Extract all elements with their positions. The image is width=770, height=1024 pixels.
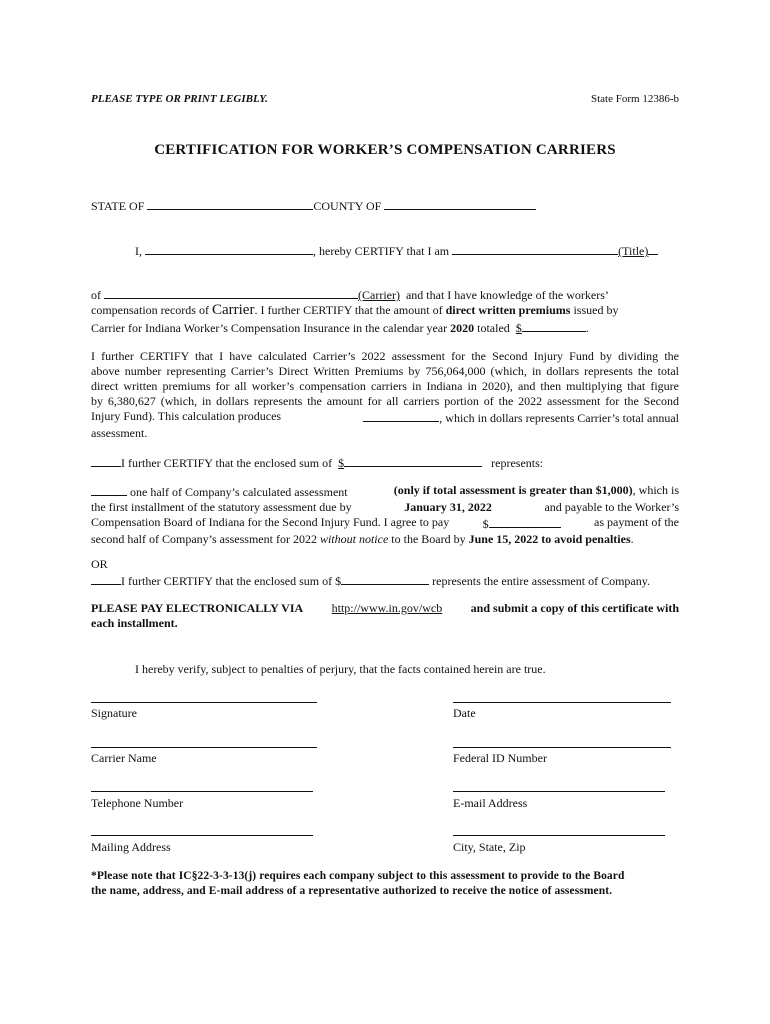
email-label: E-mail Address bbox=[453, 796, 528, 810]
pay-notice bbox=[91, 601, 679, 631]
wcb-link[interactable]: http://www.in.gov/wcb bbox=[331, 601, 443, 615]
calc-line-6: assessment. bbox=[91, 426, 148, 440]
entire-option-row bbox=[91, 572, 650, 589]
mailing-line[interactable] bbox=[91, 835, 313, 836]
pay-line-1 bbox=[91, 601, 679, 616]
half-text-1b: , which is bbox=[632, 483, 679, 497]
half-text-4a: second half of Company’s assessment for 2022 bbox=[91, 532, 317, 546]
footnote-line-1: *Please note that IC§22-3-3-13(j) requires each company subject to this assessment to provide to the Board bbox=[91, 870, 625, 882]
premium-text: Carrier for Indiana Worker’s Compensation Insurance in the calendar year bbox=[91, 321, 448, 335]
of-label: of bbox=[91, 288, 101, 302]
hereby-text: , hereby CERTIFY that I am bbox=[313, 244, 450, 258]
city-state-zip-line[interactable] bbox=[453, 835, 665, 836]
print-instruction: PLEASE TYPE OR PRINT LEGIBLY. bbox=[91, 93, 268, 105]
entire-text-a: I further CERTIFY that the enclosed sum of bbox=[121, 574, 333, 588]
records-text-b: . I further CERTIFY that the amount of bbox=[254, 303, 443, 317]
carrier-row bbox=[91, 286, 609, 303]
state-label: STATE OF bbox=[91, 199, 145, 213]
half-text-2b: and payable to the Worker’s bbox=[544, 500, 679, 514]
calc-line-5a: Injury Fund). This calculation produces bbox=[91, 409, 282, 423]
half-line-3 bbox=[91, 515, 679, 532]
name-field[interactable] bbox=[145, 242, 313, 255]
without-notice: without notice bbox=[319, 532, 389, 546]
half-bold-1: (only if total assessment is greater than $1,000) bbox=[393, 483, 633, 497]
carrier-word: Carrier bbox=[211, 302, 255, 318]
half-line-2 bbox=[91, 500, 679, 515]
half-text-2a: the first installment of the statutory assessment due by bbox=[91, 500, 352, 514]
county-field[interactable] bbox=[384, 197, 536, 210]
half-option-check[interactable] bbox=[91, 483, 127, 496]
enclosed-sum-text: I further CERTIFY that the enclosed sum of bbox=[121, 456, 333, 470]
certify-row bbox=[135, 242, 658, 259]
calc-line-5 bbox=[91, 409, 679, 426]
half-text-4b: to the Board by bbox=[391, 532, 466, 546]
carrier-hint: (Carrier) bbox=[358, 288, 400, 302]
enclosed-dollar: $ bbox=[338, 456, 345, 470]
premium-year: 2020 bbox=[450, 321, 475, 335]
county-label: COUNTY OF bbox=[313, 199, 382, 213]
records-text: compensation records of bbox=[91, 303, 209, 317]
represents-text: represents: bbox=[491, 456, 544, 470]
enclosed-sum-field[interactable] bbox=[344, 454, 482, 467]
entire-dollar: $ bbox=[335, 574, 342, 588]
knowledge-text: and that I have knowledge of the workers’ bbox=[405, 288, 609, 302]
entire-text-b: represents the entire assessment of Company. bbox=[432, 574, 650, 588]
entire-sum-field[interactable] bbox=[341, 572, 429, 585]
form-title: CERTIFICATION FOR WORKER’S COMPENSATION CARRIERS bbox=[154, 142, 616, 158]
calc-line-3: direct written premiums for all worker’s compensation carriers in Indiana in 2020), and then multiplying that figure bbox=[91, 379, 679, 393]
title-tail-line bbox=[648, 242, 658, 255]
calc-line-5b: , which in dollars represents Carrier’s total annual bbox=[439, 411, 679, 425]
half-text-1a: one half of Company’s calculated assessment bbox=[130, 485, 348, 499]
date-line[interactable] bbox=[453, 702, 671, 703]
form-number: State Form 12386-b bbox=[591, 93, 679, 105]
calc-line-4: by 6,380,627 (which, in dollars represents the amount for all carriers portion of the 2022 assessment for the Second bbox=[91, 394, 679, 408]
state-field[interactable] bbox=[147, 197, 313, 210]
city-state-zip-label: City, State, Zip bbox=[453, 840, 526, 854]
half-line-4 bbox=[91, 532, 679, 547]
email-line[interactable] bbox=[453, 791, 665, 792]
federal-id-line[interactable] bbox=[453, 747, 671, 748]
half-dollar: $ bbox=[482, 517, 489, 531]
issued-by-text: issued by bbox=[573, 303, 619, 317]
records-row bbox=[91, 302, 618, 319]
carrier-field[interactable] bbox=[104, 286, 358, 299]
due-date: January 31, 2022 bbox=[404, 500, 492, 514]
totaled-text: totaled bbox=[477, 321, 510, 335]
premium-amount-field[interactable] bbox=[522, 319, 586, 332]
enclosed-sum-row bbox=[91, 454, 543, 471]
signature-line[interactable] bbox=[91, 702, 317, 703]
penalty-date: June 15, 2022 to avoid penalties bbox=[468, 532, 631, 546]
state-county-row bbox=[91, 197, 536, 214]
title-hint: (Title) bbox=[618, 244, 649, 258]
dwp-text: direct written premiums bbox=[445, 303, 571, 317]
half-line-1 bbox=[91, 483, 679, 500]
entire-option-check[interactable] bbox=[91, 572, 121, 585]
dollar-sign: $ bbox=[515, 321, 522, 335]
footnote-line-2: the name, address, and E-mail address of a representative authorized to receive the notice of assessment. bbox=[91, 885, 613, 897]
signature-label: Signature bbox=[91, 706, 137, 720]
half-text-3a: Compensation Board of Indiana for the Second Injury Fund. I agree to pay bbox=[91, 515, 450, 529]
pay-text-b: and submit a copy of this certificate with bbox=[470, 601, 679, 615]
calc-line-2: above number representing Carrier’s Direct Written Premiums by 756,064,000 (which, in dollars represents the total bbox=[91, 364, 679, 378]
pay-text-c: each installment. bbox=[91, 616, 178, 630]
title-field[interactable] bbox=[452, 242, 618, 255]
half-end: . bbox=[630, 532, 634, 546]
i-label: I, bbox=[135, 244, 142, 258]
assessment-amount-field[interactable] bbox=[363, 409, 439, 422]
second-half-field[interactable] bbox=[489, 515, 561, 528]
carrier-name-label: Carrier Name bbox=[91, 751, 157, 765]
telephone-line[interactable] bbox=[91, 791, 313, 792]
carrier-name-line[interactable] bbox=[91, 747, 317, 748]
footnote bbox=[91, 869, 691, 899]
half-text-3b: as payment of the bbox=[594, 515, 679, 529]
calc-line-1: I further CERTIFY that I have calculated Carrier’s 2022 assessment for the Second Injury Fund by dividing the bbox=[91, 349, 679, 363]
half-option bbox=[91, 483, 679, 547]
calculation-paragraph bbox=[91, 349, 679, 441]
date-label: Date bbox=[453, 706, 476, 720]
telephone-label: Telephone Number bbox=[91, 796, 184, 810]
or-label: OR bbox=[91, 557, 108, 571]
federal-id-label: Federal ID Number bbox=[453, 751, 547, 765]
premium-row: Carrier for Indiana Worker’s Compensation Insurance in the calendar year 2020 totaled $ . bbox=[91, 321, 589, 335]
mailing-label: Mailing Address bbox=[91, 840, 171, 854]
enclosed-sum-check[interactable] bbox=[91, 454, 121, 467]
verify-statement: I hereby verify, subject to penalties of perjury, that the facts contained herein are true. bbox=[135, 662, 546, 676]
pay-text-a: PLEASE PAY ELECTRONICALLY VIA bbox=[91, 601, 304, 615]
